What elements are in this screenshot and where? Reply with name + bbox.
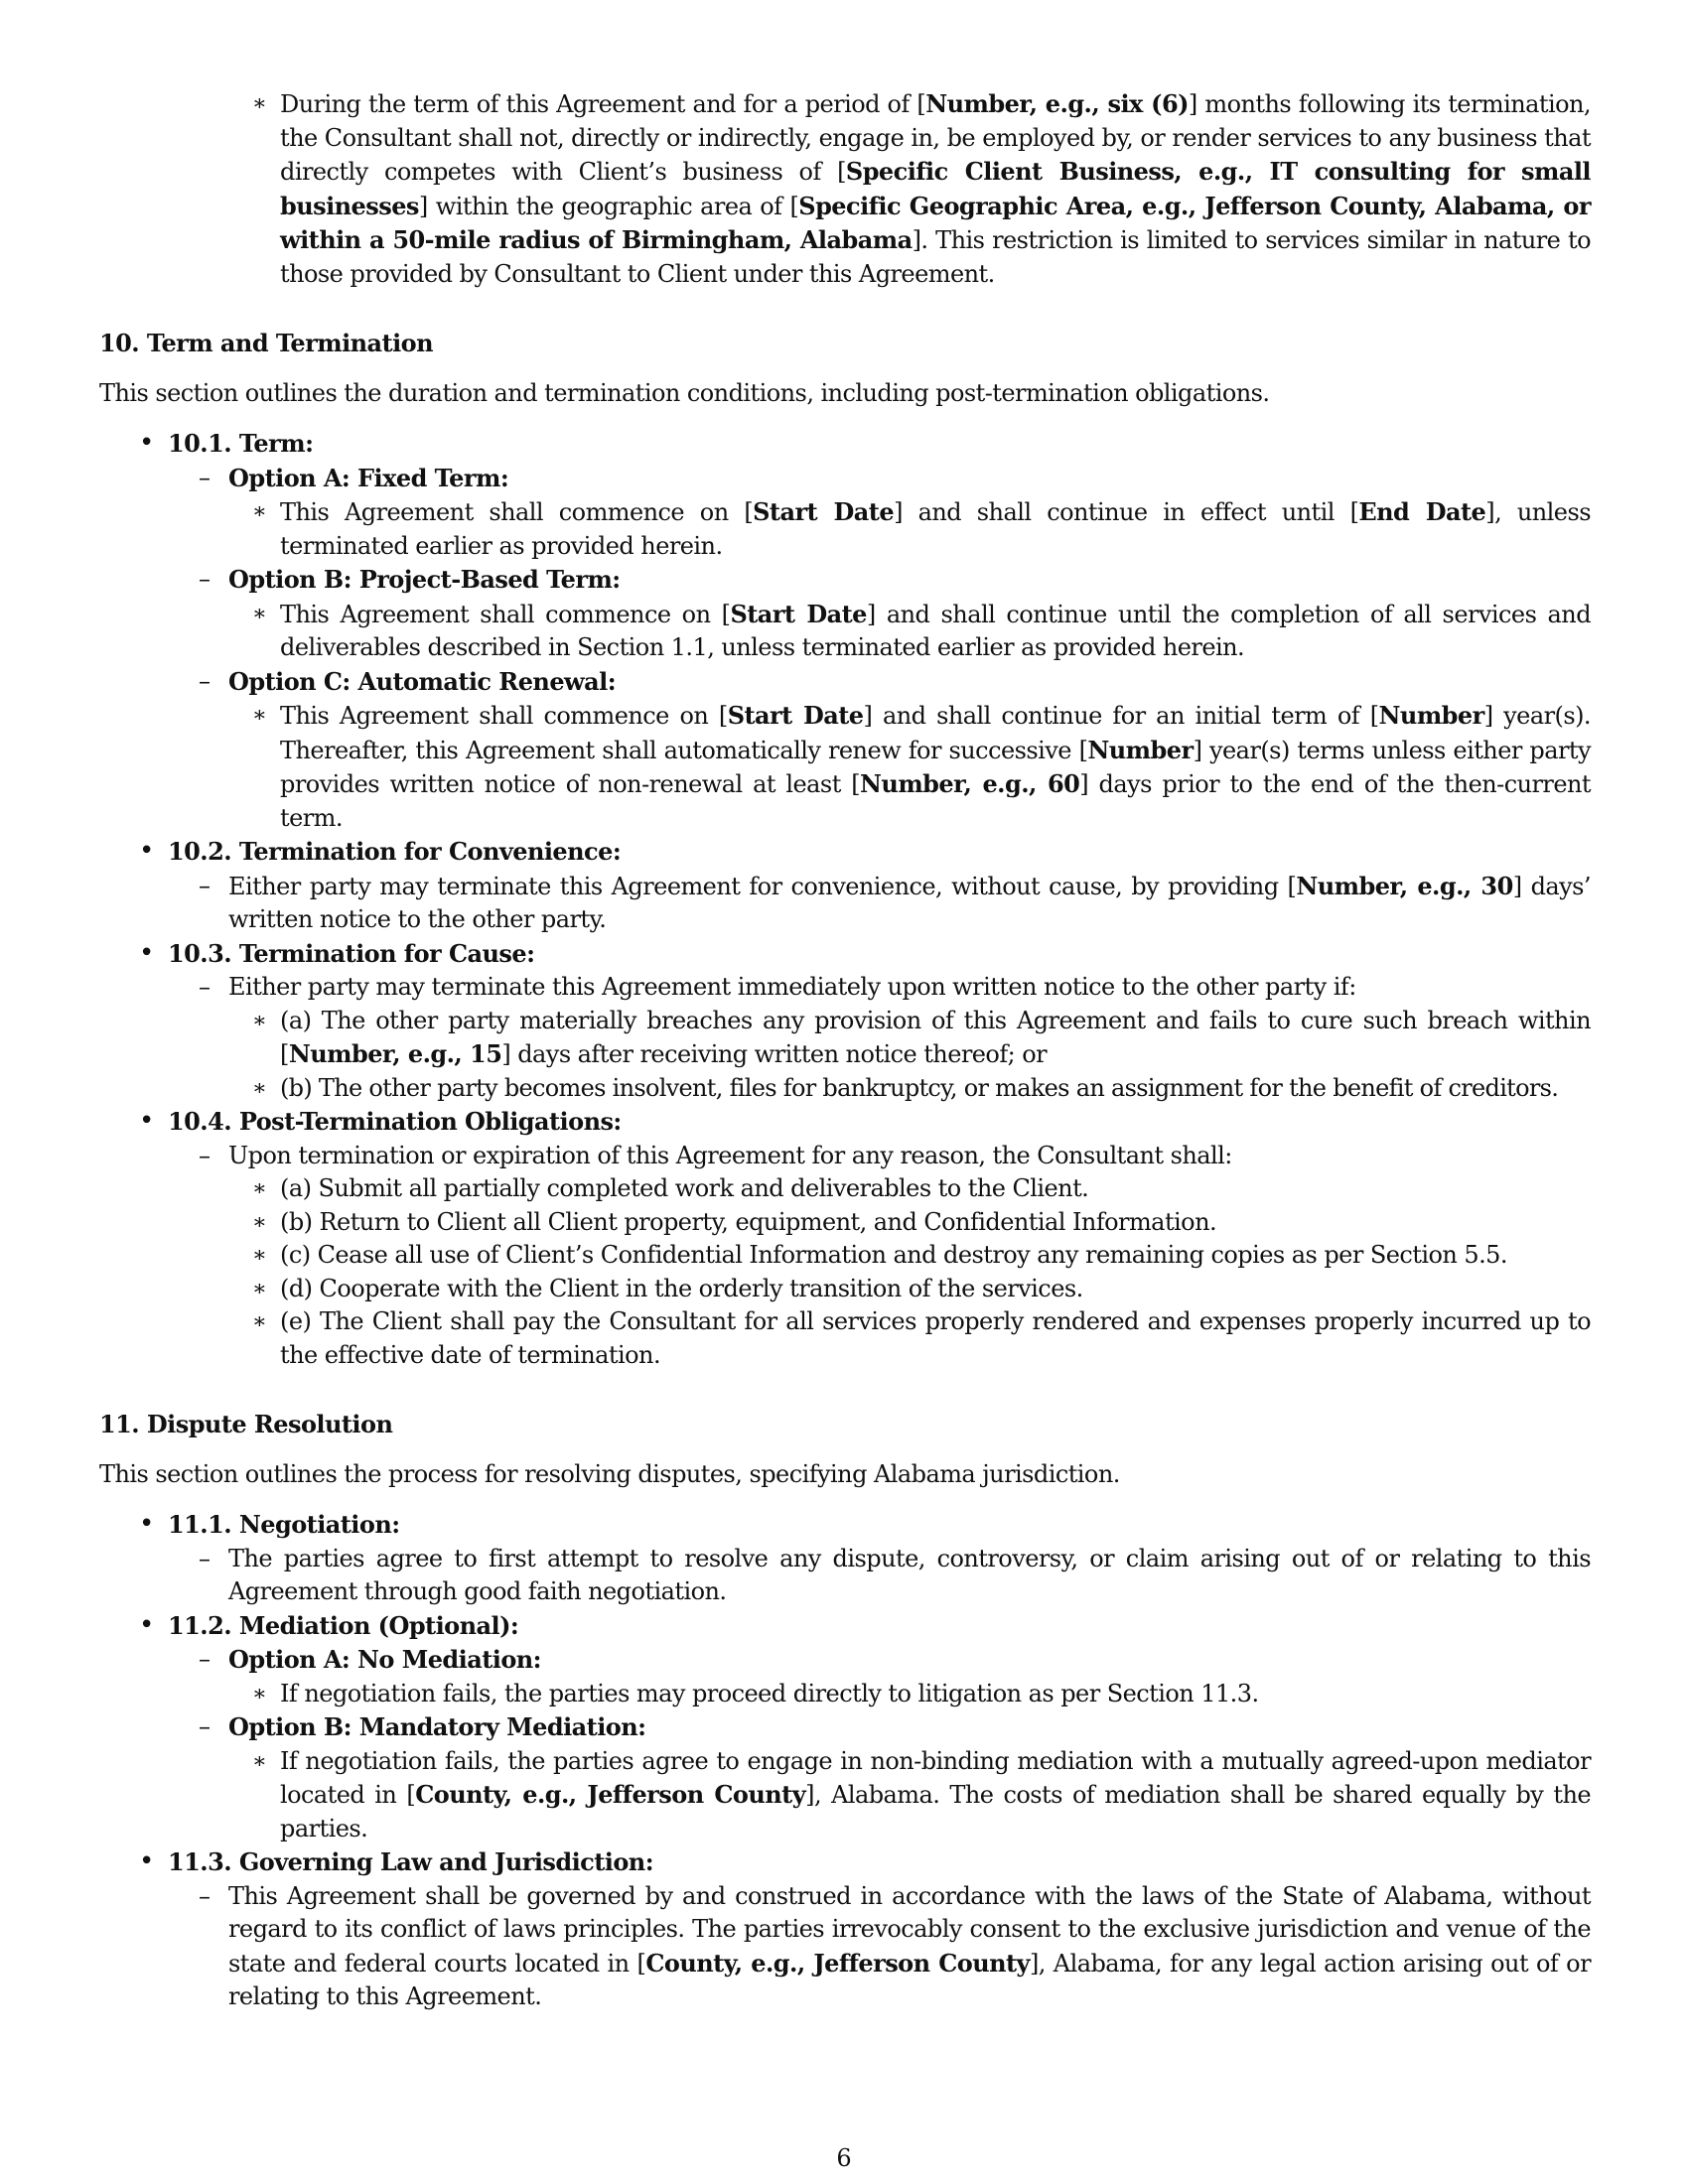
post-intro: – Upon termination or expiration of this Agreement for any reason, the Consultant shall: [99,1140,1591,1173]
list-item-11-3: • 11.3. Governing Law and Jurisdiction: [99,1845,1591,1880]
non-compete-clause: ∗ During the term of this Agreement and for a period of [Number, e.g., six (6)] months following its termination, the Consultant shall not, directly or indirectly, engage in, be employed by, or render services to any business that directly competes with Client’s business of [Specific Client Business, e.g., IT consulting for small businesses] within the geographic area of [Specific Geographic Area, e.g., Jefferson County, Alabama, or within a 50-mile radius of Birmingham, Alabama]. This restriction is limited to services similar in nature to those provided by Consultant to Client under this Agreement. [99,87,1591,291]
cause-a: ∗ (a) The other party materially breaches any provision of this Agreement and fails to cure such breach within [Number, e.g., 15] days after receiving written notice thereof; or [99,1005,1591,1072]
list-item-11-2: • 11.2. Mediation (Optional): [99,1609,1591,1644]
negotiation-text: – The parties agree to first attempt to resolve any dispute, controversy, or claim arising out of or relating to this Agreement through good faith negotiation. [99,1543,1591,1609]
list-item-10-2: • 10.2. Termination for Convenience: [99,835,1591,870]
post-item-b: ∗ (b) Return to Client all Client property, equipment, and Confidential Information. [99,1206,1591,1240]
section-11-heading: 11. Dispute Resolution [99,1410,393,1438]
page-number: 6 [836,2144,852,2172]
post-item-a: ∗ (a) Submit all partially completed work and deliverables to the Client. [99,1172,1591,1206]
list-item-10-3: • 10.3. Termination for Cause: [99,937,1591,972]
list-item-11-1: • 11.1. Negotiation: [99,1508,1591,1543]
post-item-c: ∗ (c) Cease all use of Client’s Confidential Information and destroy any remaining copies as per Section 5.5. [99,1239,1591,1273]
mediation-option-b: – Option B: Mandatory Mediation: [99,1710,1591,1745]
convenience-text: – Either party may terminate this Agreement for convenience, without cause, by providing [Number, e.g., 30] days’ written notice to the other party. [99,870,1591,937]
option-c-auto-renewal: – Option C: Automatic Renewal: [99,665,1591,700]
option-c-text: ∗ This Agreement shall commence on [Start Date] and shall continue for an initial term of [Number] year(s). Thereafter, this Agreement shall automatically renew for successive [Number] year(s) terms unless either party provides written notice of non-renewal at least [Number, e.g., 60] days prior to the end of the then-current term. [99,699,1591,835]
governing-law-text: – This Agreement shall be governed by and construed in accordance with the laws of the State of Alabama, without regard to its conflict of laws principles. The parties irrevocably consent to the exclusive jurisdiction and venue of the state and federal courts located in [County, e.g., Jefferson County], Alabama, for any legal action arising out of or relating to this Agreement. [99,1880,1591,2014]
mediation-option-a-text: ∗ If negotiation fails, the parties may proceed directly to litigation as per Section 11.3. [99,1678,1591,1711]
option-a-fixed-term: – Option A: Fixed Term: [99,462,1591,496]
mediation-option-a: – Option A: No Mediation: [99,1643,1591,1678]
section-11-intro: This section outlines the process for resolving disputes, specifying Alabama jurisdiction. [99,1459,1120,1488]
option-a-text: ∗ This Agreement shall commence on [Start Date] and shall continue in effect until [End Date], unless terminated earlier as provided herein. [99,495,1591,563]
document-page [99,87,1591,2014]
cause-intro: – Either party may terminate this Agreement immediately upon written notice to the other party if: [99,971,1591,1005]
option-b-project-term: – Option B: Project-Based Term: [99,563,1591,598]
section-10-heading: 10. Term and Termination [99,329,434,357]
cause-b: ∗ (b) The other party becomes insolvent, files for bankruptcy, or makes an assignment for the benefit of creditors. [99,1072,1591,1106]
post-item-d: ∗ (d) Cooperate with the Client in the orderly transition of the services. [99,1273,1591,1306]
list-item-10-1: • 10.1. Term: [99,427,1591,462]
post-item-e: ∗ (e) The Client shall pay the Consultant for all services properly rendered and expenses properly incurred up to the effective date of termination. [99,1305,1591,1372]
list-item-10-4: • 10.4. Post-Termination Obligations: [99,1105,1591,1140]
option-b-text: ∗ This Agreement shall commence on [Start Date] and shall continue until the completion of all services and deliverables described in Section 1.1, unless terminated earlier as provided herein. [99,598,1591,665]
section-10-intro: This section outlines the duration and termination conditions, including post-termination obligations. [99,378,1270,407]
mediation-option-b-text: ∗ If negotiation fails, the parties agree to engage in non-binding mediation with a mutually agreed-upon mediator located in [County, e.g., Jefferson County], Alabama. The costs of mediation shall be shared equally by the parties. [99,1745,1591,1846]
